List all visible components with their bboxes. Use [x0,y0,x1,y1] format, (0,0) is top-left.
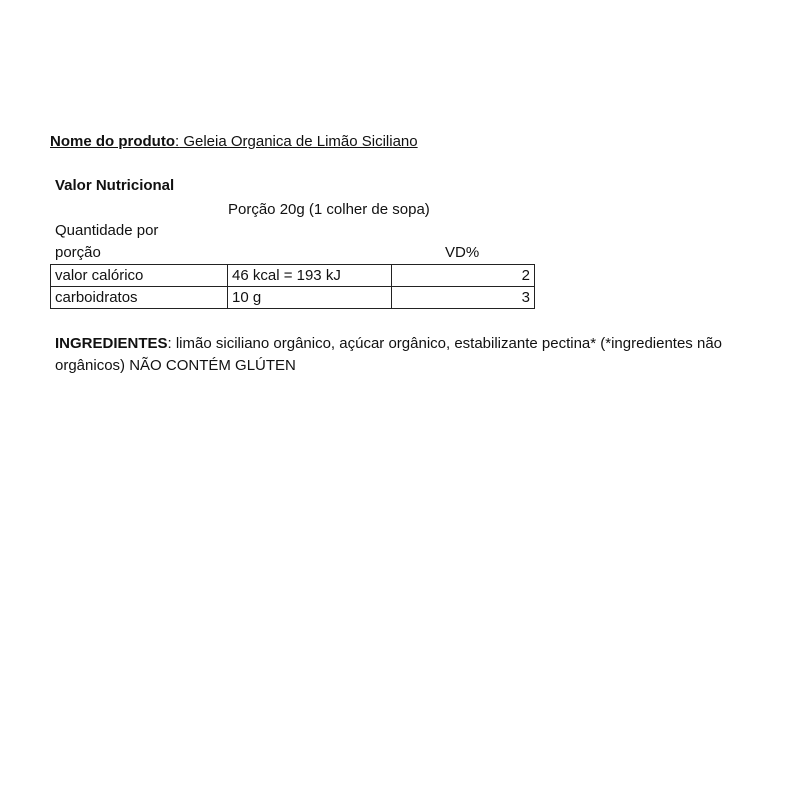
product-separator: : [174,133,180,150]
product-line [50,133,418,150]
nutrient-amount: 10 g [228,287,392,309]
nutrient-name: carboidratos [51,287,228,309]
nutrient-vd: 3 [392,287,535,309]
qty-label-2: porção [55,244,101,261]
ingredients-text: : limão siciliano orgânico, açúcar orgânico, estabilizante pectina* (*ingredientes não [167,335,723,352]
nutrient-name: valor calórico [51,265,228,287]
ingredients-line [55,335,722,352]
table-row [51,265,535,287]
nutrition-title: Valor Nutricional [55,177,175,194]
product-name: Geleia Organica de Limão Siciliano [179,133,418,150]
ingredients-label: INGREDIENTES [55,335,168,352]
portion-text: Porção 20g (1 colher de sopa) [228,201,430,218]
nutrient-amount: 46 kcal = 193 kJ [228,265,392,287]
ingredients-text-2: orgânicos) NÃO CONTÉM GLÚTEN [55,357,296,374]
qty-label-1: Quantidade por [55,222,159,239]
nutrient-vd: 2 [392,265,535,287]
table-row [51,287,535,309]
vd-header: VD% [445,244,480,261]
product-label: Nome do produto [50,133,175,150]
nutrition-table [50,264,535,309]
